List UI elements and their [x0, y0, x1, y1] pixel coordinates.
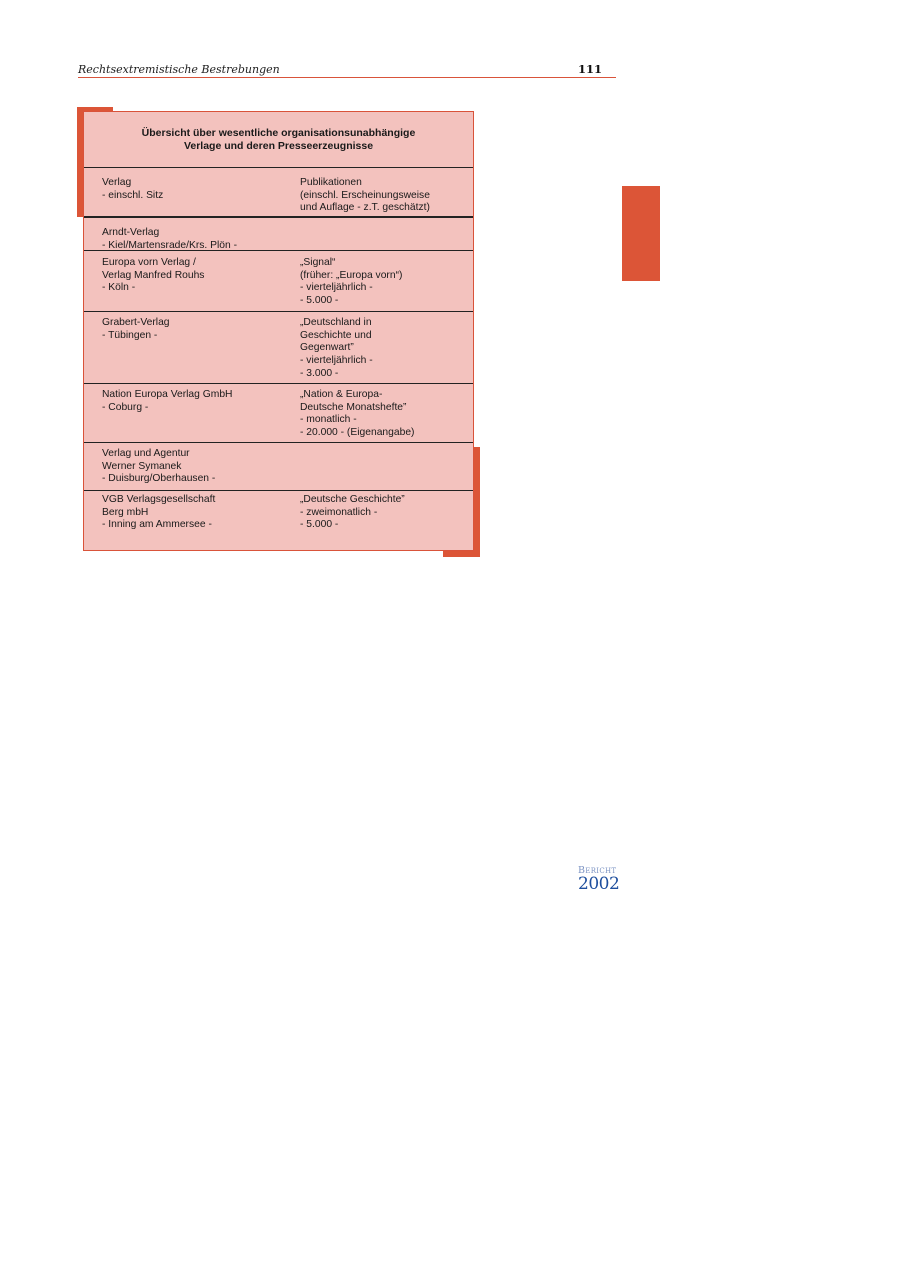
running-header [78, 62, 616, 78]
cell-line: „Deutsche Geschichte” [300, 494, 405, 505]
cell-line: - Tübingen - [102, 329, 158, 341]
cell-line: - 20.000 - (Eigenangabe) [300, 427, 415, 439]
publications-cell [300, 443, 473, 490]
accent-bar-margin [622, 186, 660, 281]
column-header-publisher [84, 168, 300, 216]
publisher-cell [84, 384, 300, 442]
cell-line: - Köln - [102, 282, 136, 294]
cell-line: Berg mbH [102, 506, 149, 518]
cell-line: - Kiel/Martensrade/Krs. Plön - [102, 239, 238, 251]
table-row [84, 491, 473, 549]
column-header-line: - einschl. Sitz [102, 189, 164, 201]
cell-line: - Inning am Ammersee - [102, 519, 212, 531]
cell-line: - 5.000 - [300, 519, 339, 531]
logo-year: 2002 [578, 874, 620, 894]
table-title [84, 112, 473, 168]
cell-line: - Coburg - [102, 401, 149, 413]
table-row [84, 384, 473, 443]
table-row [84, 251, 473, 312]
cell-line: Verlag Manfred Rouhs [102, 269, 205, 281]
table-row [84, 312, 473, 384]
cell-line: - vierteljährlich - [300, 282, 373, 294]
cell-line: Deutsche Monatshefte” [300, 401, 407, 413]
publisher-cell [84, 491, 300, 549]
publisher-cell [84, 218, 300, 250]
publications-cell [300, 384, 473, 442]
cell-line: - Duisburg/Oberhausen - [102, 473, 216, 485]
publications-cell [300, 491, 473, 549]
cell-line: VGB Verlagsgesellschaft [102, 494, 216, 505]
publications-cell [300, 218, 473, 250]
logo-word: Bericht [578, 865, 617, 876]
publishers-table [83, 111, 474, 551]
cell-line: - monatlich - [300, 414, 357, 426]
cell-line: Europa vorn Verlag / [102, 257, 196, 268]
column-header-line: (einschl. Erscheinungsweise [300, 189, 430, 201]
running-header-title: Rechtsextremistische Bestrebungen [78, 63, 280, 76]
publications-cell [300, 312, 473, 383]
cell-line: Arndt-Verlag [102, 227, 160, 238]
cell-line: Verlag und Agentur [102, 448, 190, 459]
cell-line: Nation Europa Verlag GmbH [102, 389, 233, 400]
cell-line: (früher: „Europa vorn“) [300, 269, 403, 281]
cell-line: - vierteljährlich - [300, 355, 373, 367]
cell-line: Geschichte und [300, 329, 372, 341]
bericht-2002-logo [578, 866, 638, 893]
column-header-line: Verlag [102, 177, 132, 188]
cell-line: - 3.000 - [300, 367, 339, 379]
table-row [84, 443, 473, 491]
column-header-line: Publikationen [300, 177, 362, 188]
publisher-cell [84, 251, 300, 311]
cell-line: „Nation & Europa- [300, 389, 383, 400]
table-row [84, 218, 473, 251]
page-number: 111 [577, 62, 602, 76]
publisher-cell [84, 443, 300, 490]
table-title-line: Verlage und deren Presseerzeugnisse [183, 139, 374, 152]
cell-line: Grabert-Verlag [102, 317, 170, 328]
column-header-line: und Auflage - z.T. geschätzt) [300, 202, 430, 214]
cell-line: „Signal“ [300, 257, 336, 268]
column-header-publications [300, 168, 473, 216]
cell-line: Gegenwart” [300, 342, 354, 354]
table-header-row [84, 168, 473, 218]
cell-line: Werner Symanek [102, 460, 182, 472]
publisher-cell [84, 312, 300, 383]
cell-line: „Deutschland in [300, 317, 372, 328]
cell-line: - 5.000 - [300, 295, 339, 307]
publications-cell [300, 251, 473, 311]
cell-line: - zweimonatlich - [300, 506, 378, 518]
table-title-line: Übersicht über wesentliche organisationsunabhängige [141, 126, 416, 139]
